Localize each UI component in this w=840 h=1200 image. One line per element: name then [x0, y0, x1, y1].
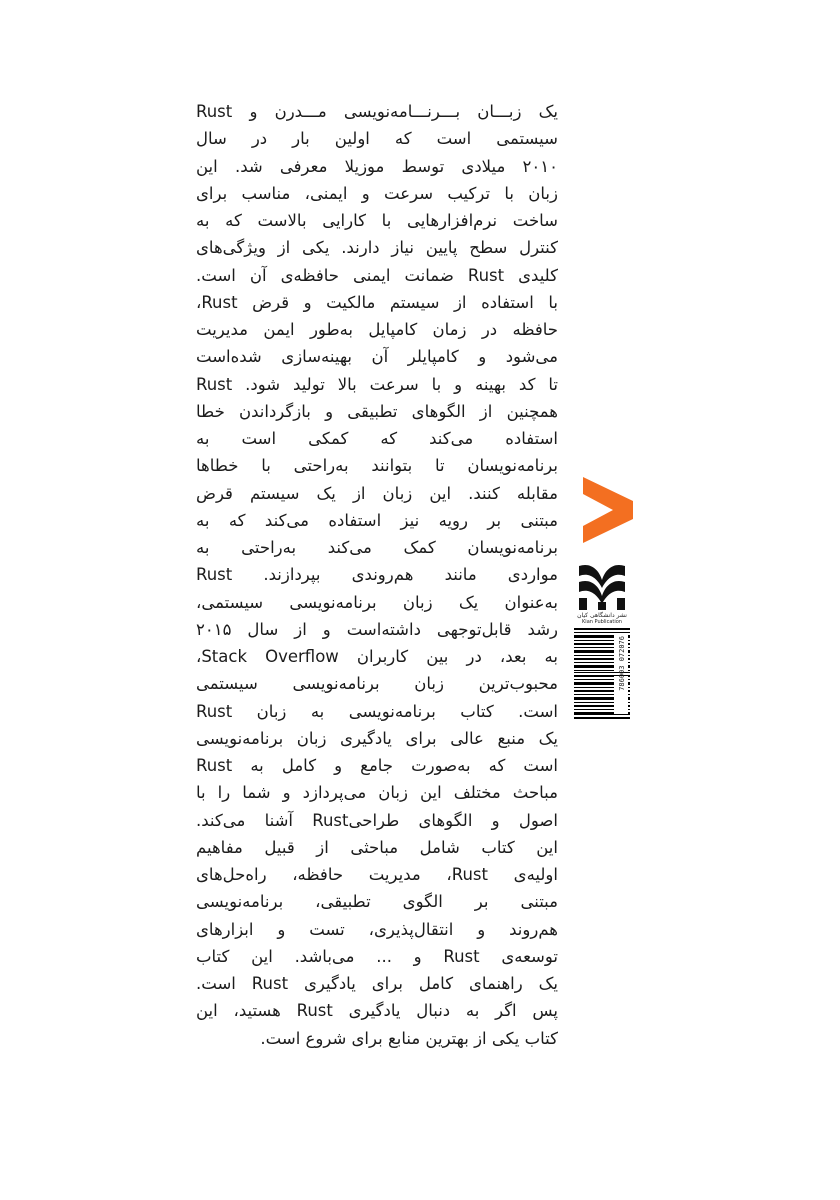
text-line: می‌شود و کامپایلر آن بهینه‌سازی شده‌است [196, 347, 558, 367]
text-line: مبتنی بر الگوی تطبیقی، برنامه‌نویسی [196, 892, 558, 912]
text-line: کتاب یکی از بهترین منابع برای شروع است. [260, 1028, 558, 1048]
text-line: تا کد بهینه و با سرعت بالا تولید شود. Rust [196, 374, 558, 394]
text-line: اصول و الگوهای طراحیRust آشنا می‌کند. [196, 810, 558, 830]
text-line: با استفاده از سیستم مالکیت و قرض Rust، [196, 292, 558, 312]
text-line: مبتنی بر رویه نیز استفاده می‌کند که به [196, 510, 558, 530]
text-line: توسعه‌ی Rust و ... می‌باشد. این کتاب [196, 946, 558, 966]
text-line: مباحث مختلف این زبان می‌پردازد و شما را با [196, 783, 558, 803]
chevron-shape [583, 477, 633, 543]
text-line: Rust یک زبـــان بـــرنـــامه‌نویسی مـــدرن و [196, 102, 558, 121]
back-cover-text [196, 98, 558, 1052]
publisher-name-en: Kian Publication [582, 619, 622, 625]
kian-logo-icon [575, 562, 629, 612]
text-line: برنامه‌نویسان تا بتوانند به‌راحتی با خطاها [196, 456, 558, 476]
text-line: این کتاب شامل مباحثی از قبیل مفاهیم [196, 837, 558, 857]
text-line: کلیدی Rust ضمانت ایمنی حافظه‌ی آن است. [196, 265, 558, 285]
text-line: ۲۰۱۰ میلادی توسط موزیلا معرفی شد. این [196, 156, 558, 176]
publisher-name-fa: نشر دانشگاهی کیان [577, 612, 627, 619]
text-line: به‌عنوان یک زبان برنامه‌نویسی سیستمی، [196, 592, 558, 612]
barcode-number: 786003 072076 [618, 636, 626, 691]
text-line: اولیه‌ی Rust، مدیریت حافظه، راه‌حل‌های [196, 865, 558, 884]
text-line: استفاده می‌کند که کمکی است به [196, 429, 558, 448]
text-line: به بعد، در بین کاربران Stack Overflow، [196, 647, 558, 666]
text-line: برنامه‌نویسان کمک می‌کند به‌راحتی به [196, 538, 558, 557]
text-line: است. کتاب برنامه‌نویسی به زبان Rust [196, 701, 558, 721]
text-line: مقابله کنند. این زبان از یک سیستم قرض [196, 483, 558, 503]
text-line: حافظه در زمان کامپایل به‌طور ایمن مدیریت [196, 320, 558, 339]
text-line: سیستمی است که اولین بار در سال [196, 129, 558, 149]
text-line: کنترل سطح پایین نیاز دارند. یکی از ویژگی‌های [196, 238, 558, 258]
text-line: مواردی مانند هم‌روندی بپردازند. Rust [196, 565, 558, 585]
text-line: ساخت نرم‌افزارهایی با کارایی بالاست که به [196, 211, 558, 230]
text-line: یک منبع عالی برای یادگیری زبان برنامه‌نویسی [196, 728, 558, 748]
text-line: پس اگر به دنبال یادگیری Rust هستید، این [196, 1001, 558, 1021]
text-line: محبوب‌ترین زبان برنامه‌نویسی سیستمی [196, 674, 558, 694]
text-line: هم‌روند و انتقال‌پذیری، تست و ابزارهای [196, 919, 558, 939]
text-line: یک راهنمای کامل برای یادگیری Rust است. [196, 974, 558, 993]
text-line: Rust است که به‌صورت جامع و کامل به [196, 756, 558, 775]
text-line: رشد قابل‌توجهی داشته‌است و از سال ۲۰۱۵ [196, 619, 558, 639]
chevron-icon [583, 477, 633, 543]
text-line: زبان با ترکیب سرعت و ایمنی، مناسب برای [196, 183, 558, 203]
text-line: همچنین از الگوهای تطبیقی و بازگرداندن خطا [196, 401, 558, 421]
